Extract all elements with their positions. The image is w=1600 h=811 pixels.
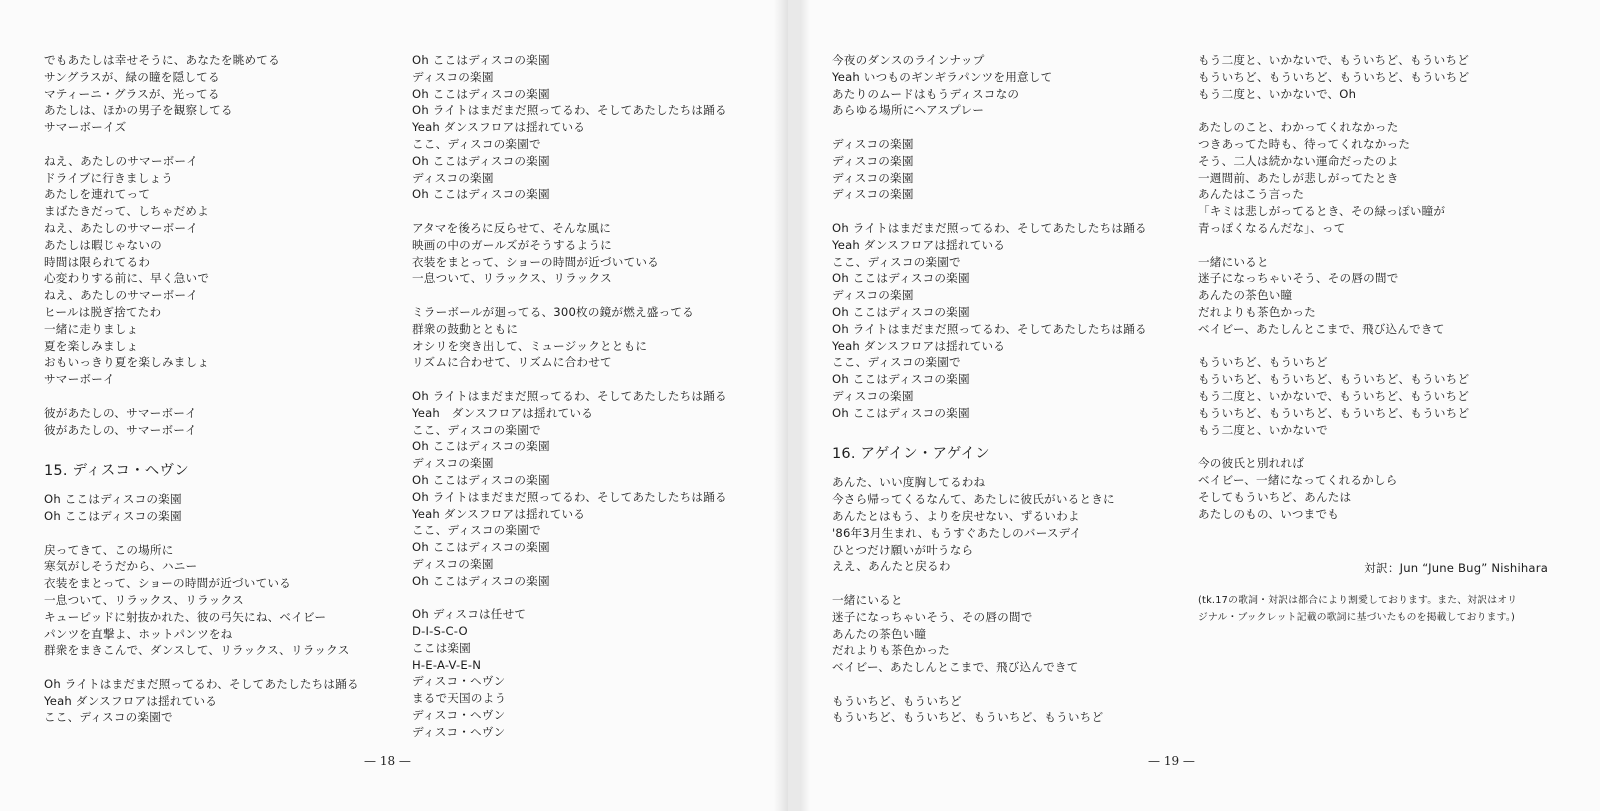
lyric-line: 一緒に走りましょ — [44, 321, 139, 336]
lyric-line: 一週間前、あたしが悲しがってたとき — [1198, 170, 1399, 185]
lyric-line: Oh ここはディスコの楽園 — [412, 187, 550, 202]
stanza-c4-3 — [1198, 254, 1548, 338]
lyric-line: ベイビー、あたしんとこまで、飛び込んできて — [1198, 321, 1445, 336]
lyric-line: 衣装をまとって、ショーの時間が近づいている — [412, 254, 659, 269]
booklet-note — [1198, 593, 1548, 627]
page-number: — 19 — — [1148, 754, 1195, 768]
lyric-line: Oh ここはディスコの楽園 — [44, 492, 182, 507]
stanza-16a — [832, 474, 1147, 575]
lyric-line: Oh ここはディスコの楽園 — [412, 153, 550, 168]
stanza-c3-1 — [832, 52, 1147, 119]
lyric-line: 青っぽくなるんだな」、って — [1198, 220, 1346, 235]
lyric-line: Oh ここはディスコの楽園 — [412, 540, 550, 555]
translation-credit: 対訳：Jun “June Bug” Nishihara — [1364, 560, 1548, 575]
lyric-line: ドライブに行きましょう — [44, 170, 174, 185]
lyric-line: もういちど、もういちど、もういちど、もういちど — [1198, 405, 1470, 420]
lyric-line: ここ、ディスコの楽園で — [44, 710, 173, 725]
lyric-line: だれよりも茶色かった — [1198, 304, 1316, 319]
stanza-c4-5 — [1198, 455, 1548, 522]
lyric-line: 一息ついて、リラックス、リラックス — [412, 271, 612, 286]
lyric-line: 迷子になっちゃいそう、その唇の間で — [1198, 271, 1399, 286]
stanza-c2-4 — [412, 388, 727, 590]
lyric-line: ねえ、あたしのサマーボーイ — [44, 220, 199, 235]
lyric-line: ここ、ディスコの楽園で — [412, 523, 541, 538]
lyric-line: あたしのこと、わかってくれなかった — [1198, 120, 1399, 135]
lyric-line: もういちど、もういちど — [1198, 355, 1328, 370]
lyric-line: Oh ライトはまだまだ照ってるわ、そしてあたしたちは踊る — [412, 489, 727, 504]
lyric-line: ええ、あんたと戻るわ — [832, 559, 951, 574]
stanza-c3-2 — [832, 136, 1147, 203]
booklet-page-left — [0, 0, 788, 811]
stanza-15a — [44, 491, 359, 525]
lyric-line: ベイビー、あたしんとこまで、飛び込んできて — [832, 660, 1079, 675]
lyric-line: H-E-A-V-E-N — [412, 657, 482, 672]
lyric-line: もう二度と、いかないで、Oh — [1198, 86, 1357, 101]
lyric-line: あたりのムードはもうディスコなの — [832, 86, 1020, 101]
lyric-line: あたしは暇じゃないの — [44, 237, 162, 252]
lyric-line: ディスコの楽園 — [412, 556, 494, 571]
lyric-line: 映画の中のガールズがそうするように — [412, 237, 612, 252]
lyric-line: D-I-S-C-O — [412, 624, 468, 639]
lyric-line: オシリを突き出して、ミュージックとともに — [412, 338, 648, 353]
lyric-line: 迷子になっちゃいそう、その唇の間で — [832, 609, 1033, 624]
lyric-line: ひとつだけ願いが叶うなら — [832, 542, 974, 557]
lyrics-column-1 — [44, 52, 359, 726]
lyric-line: あんたの茶色い瞳 — [832, 626, 927, 641]
lyric-line: もういちど、もういちど、もういちど、もういちど — [1198, 69, 1470, 84]
lyric-line: 時間は限られてるわ — [44, 254, 151, 269]
lyric-line: Yeah ダンスフロアは揺れている — [832, 338, 1006, 353]
lyric-line: リズムに合わせて、リズムに合わせて — [412, 355, 612, 370]
lyric-line: Yeah ダンスフロアは揺れている — [44, 693, 218, 708]
stanza-c4-4 — [1198, 354, 1548, 438]
lyric-line: 衣装をまとって、ショーの時間が近づいている — [44, 576, 291, 591]
lyric-line: あんたの茶色い瞳 — [1198, 288, 1293, 303]
lyric-line: 今夜のダンスのラインナップ — [832, 53, 985, 67]
lyric-line: Oh ライトはまだまだ照ってるわ、そしてあたしたちは踊る — [412, 388, 727, 403]
lyric-line: 彼があたしの、サマーボーイ — [44, 405, 197, 420]
lyric-line: (tk.17の歌詞・対訳は都合により割愛しております。また、対訳はオリ — [1198, 594, 1518, 606]
lyric-line: Oh ここはディスコの楽園 — [412, 439, 550, 454]
lyric-line: ねえ、あたしのサマーボーイ — [44, 288, 199, 303]
lyric-line: そう、二人は続かない運命だったのよ — [1198, 153, 1399, 168]
lyric-line: もういちど、もういちど、もういちど、もういちど — [1198, 372, 1470, 387]
stanza-16c — [832, 693, 1147, 727]
lyric-line: ディスコ・ヘヴン — [412, 674, 506, 689]
lyrics-column-3 — [832, 52, 1147, 726]
lyric-line: ミラーボールが廻ってる、300枚の鏡が燃え盛ってる — [412, 304, 694, 319]
stanza-c2-3 — [412, 304, 727, 371]
lyric-line: ヒールは脱ぎ捨てたわ — [44, 304, 162, 319]
song-title-15: 15. ディスコ・ヘヴン — [44, 463, 189, 480]
lyric-line: 群衆の鼓動とともに — [412, 321, 519, 336]
lyric-line: もういちど、もういちど — [832, 693, 962, 708]
lyric-line: つきあってた時も、待ってくれなかった — [1198, 136, 1411, 151]
gutter-shadow — [800, 0, 810, 811]
lyric-line: Oh ここはディスコの楽園 — [412, 53, 550, 67]
lyric-line: もういちど、もういちど、もういちど、もういちど — [832, 710, 1104, 725]
lyric-line: ディスコの楽園 — [412, 456, 494, 471]
stanza-16b — [832, 592, 1147, 676]
lyric-line: Oh ライトはまだまだ照ってるわ、そしてあたしたちは踊る — [832, 321, 1147, 336]
lyric-line: 今さら帰ってくるなんて、あたしに彼氏がいるときに — [832, 492, 1115, 507]
lyric-line: ここは楽園 — [412, 640, 471, 655]
lyric-line: ねえ、あたしのサマーボーイ — [44, 153, 199, 168]
lyric-line: Oh ライトはまだまだ照ってるわ、そしてあたしたちは踊る — [832, 220, 1147, 235]
lyric-line: ディスコの楽園 — [832, 388, 914, 403]
lyric-line: 寒気がしそうだから、ハニー — [44, 559, 198, 574]
lyric-line: もう二度と、いかないで、もういちど、もういちど — [1198, 388, 1470, 403]
lyric-line: 心変わりする前に、早く急いで — [44, 271, 210, 286]
lyric-line: Oh ディスコは任せて — [412, 607, 527, 622]
lyric-line: ディスコの楽園 — [832, 170, 914, 185]
lyric-line: Oh ここはディスコの楽園 — [412, 573, 550, 588]
lyric-line: ベイビー、一緒になってくれるかしら — [1198, 472, 1398, 487]
page-number: — 18 — — [364, 754, 411, 768]
stanza-intro — [44, 52, 359, 136]
lyric-line: サングラスが、緑の瞳を隠してる — [44, 69, 220, 84]
lyric-line: あたしは、ほかの男子を観察してる — [44, 103, 233, 118]
stanza-c2-5 — [412, 606, 727, 740]
lyric-line: 一緒にいると — [832, 592, 903, 607]
lyric-line: 彼があたしの、サマーボーイ — [44, 422, 197, 437]
lyric-line: ディスコの楽園 — [832, 187, 914, 202]
song-title-16: 16. アゲイン・アゲイン — [832, 446, 990, 463]
lyric-line: 群衆をまきこんで、ダンスして、リラックス、リラックス — [44, 643, 350, 658]
lyric-line: Oh ここはディスコの楽園 — [832, 271, 970, 286]
stanza-c4-1 — [1198, 52, 1548, 102]
gutter-shadow — [774, 0, 788, 811]
lyric-line: もう二度と、いかないで、もういちど、もういちど — [1198, 53, 1470, 67]
stanza-15c — [44, 676, 359, 726]
lyric-line: あたしのもの、いつまでも — [1198, 506, 1340, 521]
lyric-line: ディスコの楽園 — [832, 153, 914, 168]
stanza-c2-2 — [412, 220, 727, 287]
lyric-line: Yeah ダンスフロアは揺れている — [412, 405, 594, 420]
lyric-line: ジナル・ブックレット記載の歌詞に基づいたものを掲載しております。) — [1198, 611, 1515, 623]
lyrics-column-2 — [412, 52, 727, 741]
lyric-line: あんたとはもう、よりを戻せない、ずるいわよ — [832, 508, 1080, 523]
lyric-line: あんた、いい度胸してるわね — [832, 475, 986, 490]
lyric-line: ディスコの楽園 — [412, 69, 494, 84]
lyric-line: ここ、ディスコの楽園で — [832, 254, 961, 269]
lyric-line: サマーボーイズ — [44, 120, 127, 135]
lyric-line: パンツを直撃よ、ホットパンツをね — [44, 626, 233, 641]
lyric-line: 今の彼氏と別れれば — [1198, 456, 1305, 471]
lyric-line: ここ、ディスコの楽園で — [832, 355, 961, 370]
lyric-line: 一緒にいると — [1198, 254, 1269, 269]
lyric-line: Oh ライトはまだまだ照ってるわ、そしてあたしたちは踊る — [412, 103, 727, 118]
lyric-line: アタマを後ろに反らせて、そんな風に — [412, 220, 612, 235]
lyric-line: 夏を楽しみましょ — [44, 338, 139, 353]
lyric-line: Oh ここはディスコの楽園 — [44, 508, 182, 523]
stanza-summer-boy — [44, 153, 359, 388]
lyric-line: Oh ここはディスコの楽園 — [412, 472, 550, 487]
lyric-line: 戻ってきて、この場所に — [44, 542, 174, 557]
lyric-line: 一息ついて、リラックス、リラックス — [44, 592, 244, 607]
lyric-line: サマーボーイ — [44, 372, 115, 387]
lyric-line: キューピッドに射抜かれた、彼の弓矢にね、ベイビー — [44, 609, 327, 624]
lyric-line: あらゆる場所にヘアスプレー — [832, 103, 985, 118]
lyrics-column-4 — [1198, 52, 1548, 626]
lyric-line: まばたきだって、しちゃだめよ — [44, 204, 209, 219]
lyric-line: もう二度と、いかないで — [1198, 422, 1328, 437]
lyric-line: 「キミは悲しがってるとき、その緑っぽい瞳が — [1198, 204, 1446, 219]
lyric-line: ディスコの楽園 — [832, 136, 914, 151]
lyric-line: Yeah いつものギンギラパンツを用意して — [832, 69, 1053, 84]
lyric-line: ディスコの楽園 — [412, 170, 494, 185]
lyric-line: ディスコの楽園 — [832, 288, 914, 303]
stanza-15b — [44, 542, 359, 660]
booklet-page-right — [800, 0, 1600, 811]
lyric-line: だれよりも茶色かった — [832, 643, 950, 658]
stanza-c2-1 — [412, 52, 727, 203]
lyric-line: あんたはこう言った — [1198, 187, 1305, 202]
lyric-line: Oh ライトはまだまだ照ってるわ、そしてあたしたちは踊る — [44, 676, 359, 691]
lyric-line: そしてもういちど、あんたは — [1198, 489, 1352, 504]
lyric-line: ディスコ・ヘヴン — [412, 724, 506, 739]
lyric-line: あたしを連れてって — [44, 187, 151, 202]
lyric-line: Oh ここはディスコの楽園 — [832, 372, 970, 387]
stanza-c3-3 — [832, 220, 1147, 422]
lyric-line: Yeah ダンスフロアは揺れている — [412, 506, 586, 521]
lyric-line: マティーニ・グラスが、光ってる — [44, 86, 220, 101]
lyric-line: ディスコ・ヘヴン — [412, 708, 506, 723]
lyric-line: Oh ここはディスコの楽園 — [832, 405, 970, 420]
lyric-line: ここ、ディスコの楽園で — [412, 136, 541, 151]
lyric-line: Oh ここはディスコの楽園 — [412, 86, 550, 101]
lyric-line: まるで天国のよう — [412, 691, 507, 706]
lyric-line: Oh ここはディスコの楽園 — [832, 304, 970, 319]
lyric-line: でもあたしは幸せそうに、あなたを眺めてる — [44, 53, 280, 67]
stanza-c4-2 — [1198, 119, 1548, 237]
lyric-line: ここ、ディスコの楽園で — [412, 422, 541, 437]
lyric-line: Yeah ダンスフロアは揺れている — [412, 120, 586, 135]
stanza-outro — [44, 405, 359, 439]
lyric-line: '86年3月生まれ、もうすぐあたしのバースデイ — [832, 525, 1082, 540]
lyric-line: Yeah ダンスフロアは揺れている — [832, 237, 1006, 252]
lyric-line: おもいっきり夏を楽しみましょ — [44, 355, 210, 370]
